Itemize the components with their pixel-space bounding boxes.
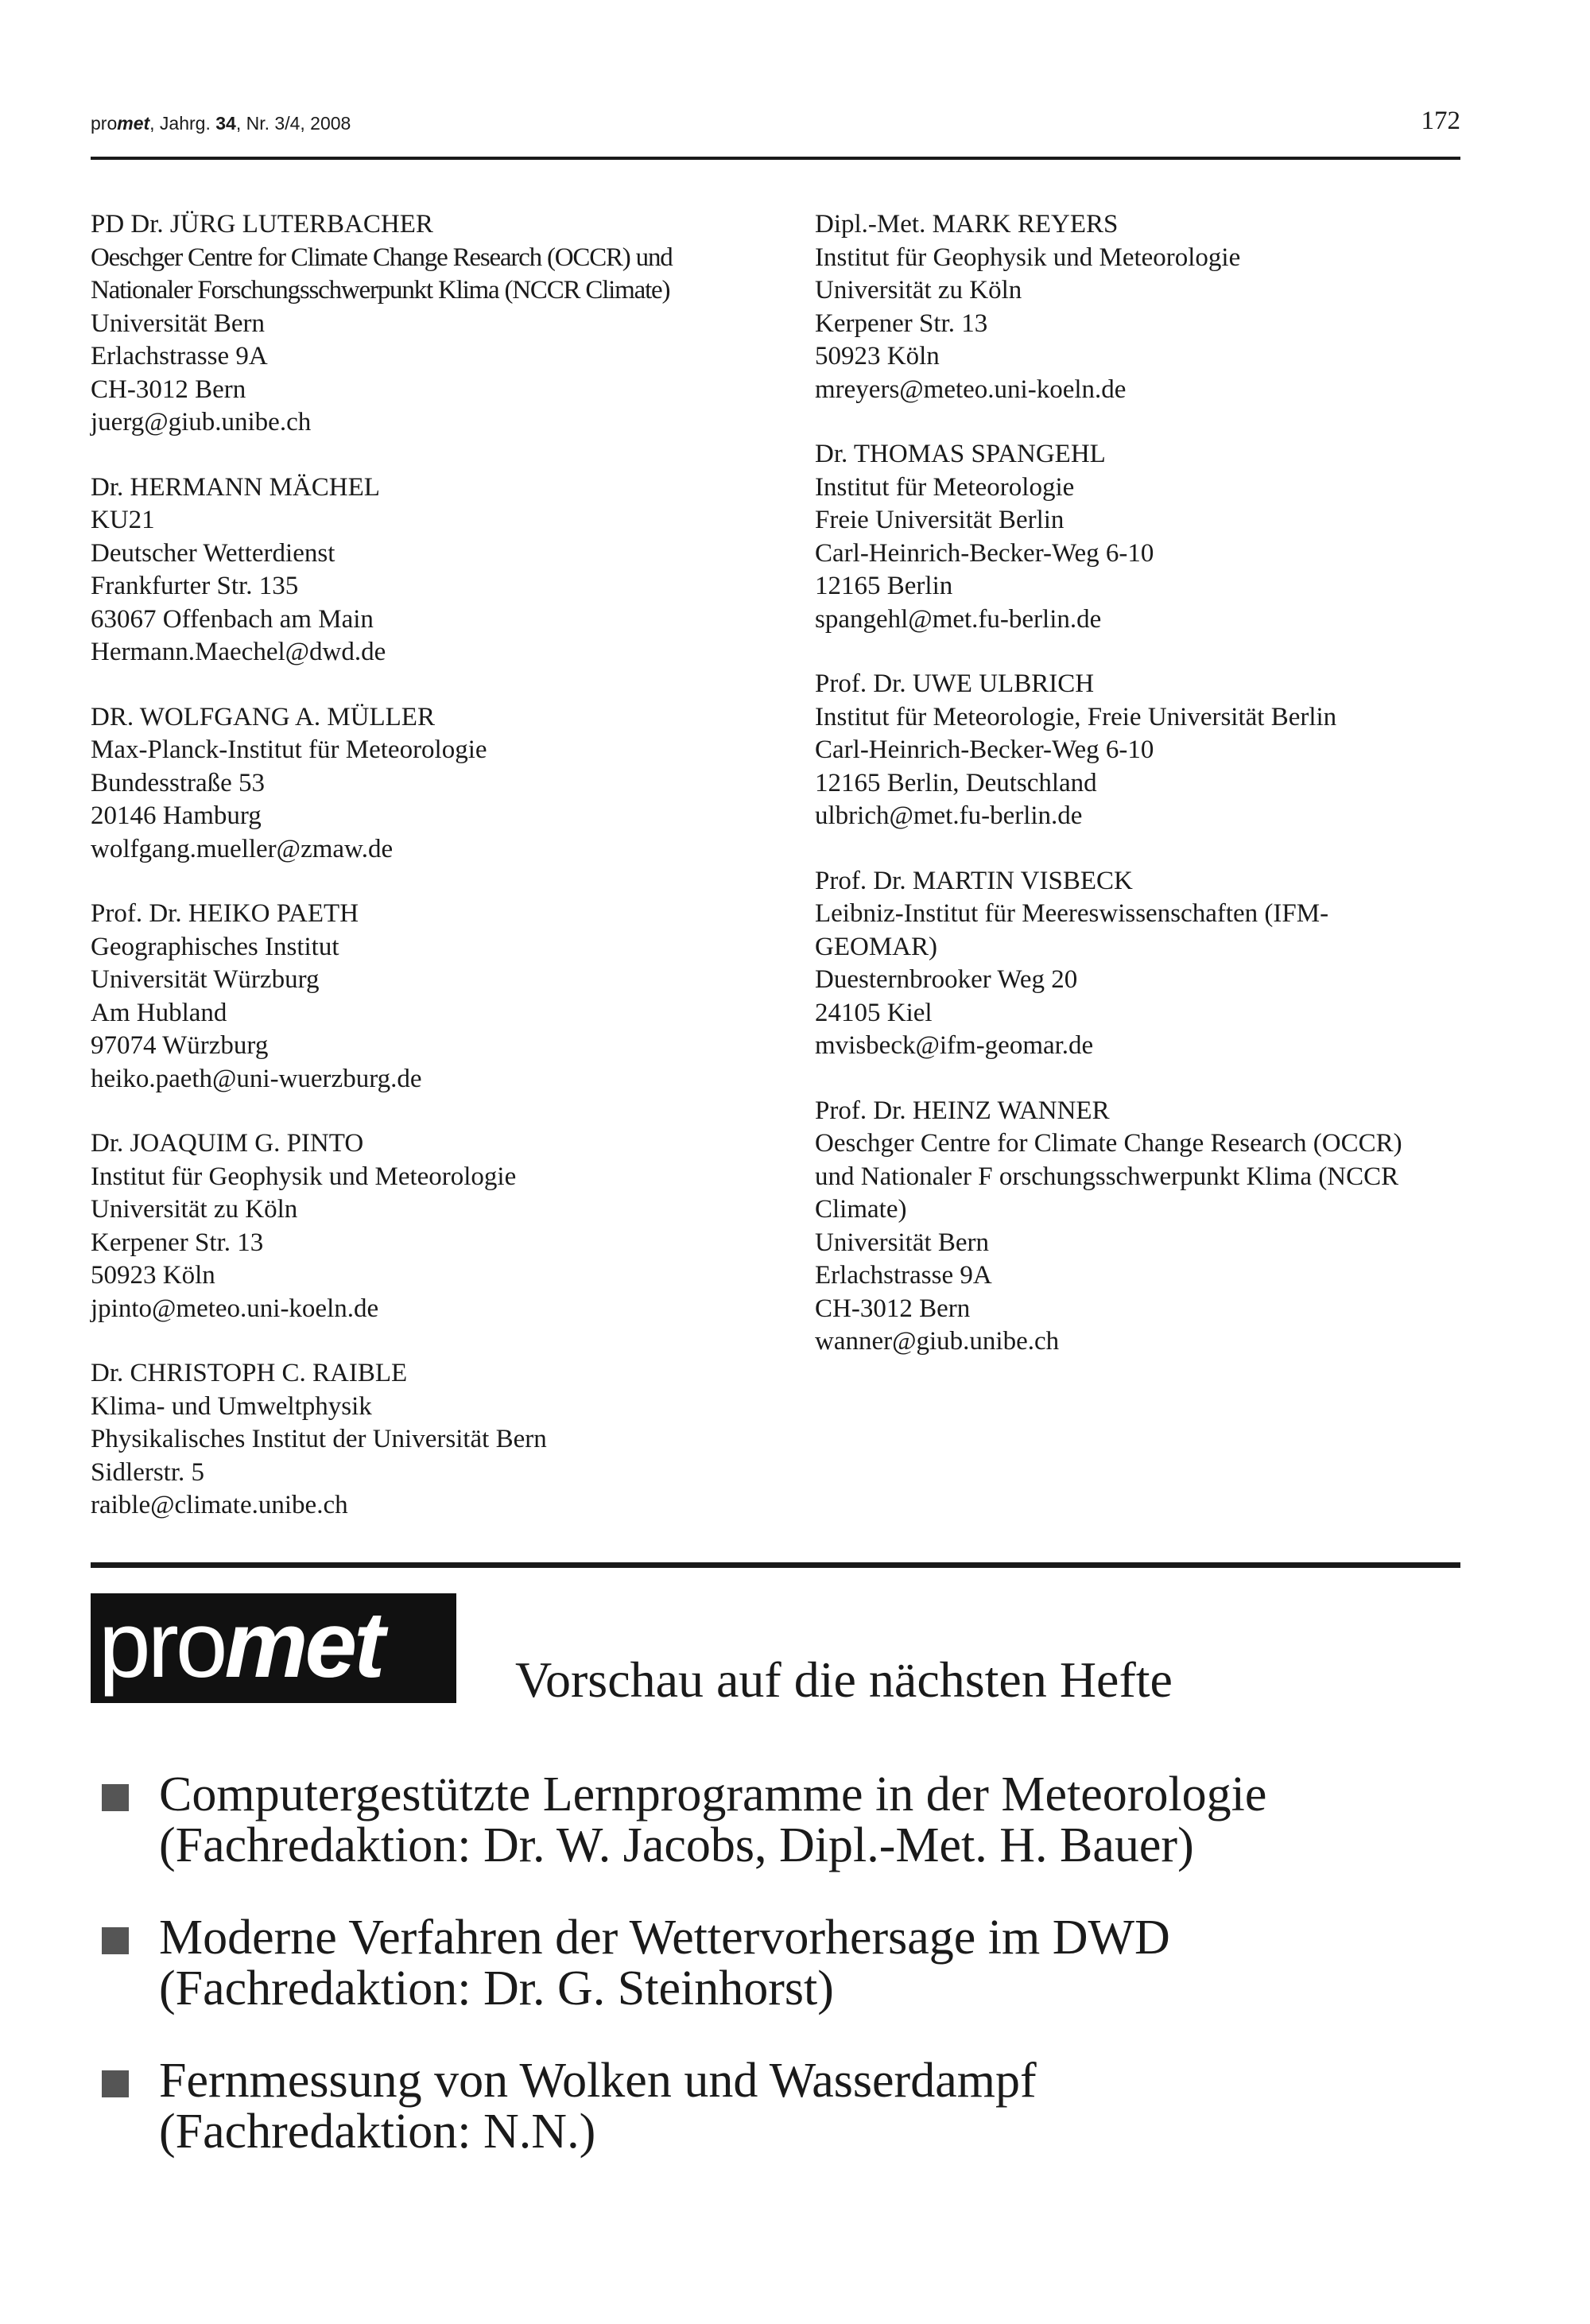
journal-issue: , Nr. 3/4, 2008 [235,113,351,134]
author-name: Prof. Dr. MARTIN VISBECK [815,866,1133,895]
author-name: Prof. Dr. UWE ULBRICH [815,669,1095,698]
preview-editors: (Fachredaktion: N.N.) [159,2105,596,2159]
author-affiliation: Nationaler Forschungsschwerpunkt Klima (NCCR Climate) [91,276,670,305]
author-email: heiko.paeth@uni-wuerzburg.de [91,1064,422,1093]
author-institution: Leibniz-Institut für Meereswissenschaften (IFM- [815,899,1329,928]
author-street: Carl-Heinrich-Becker-Weg 6-10 [815,538,1154,568]
author-city: 12165 Berlin [815,572,953,600]
page-header [91,107,1460,138]
author-name: PD Dr. JÜRG LUTERBACHER [91,210,433,239]
author-department: Institut für Geophysik und Meteorologie [815,242,1241,272]
author-street: Frankfurter Str. 135 [91,572,299,600]
author-institution: Universität zu Köln [91,1195,298,1224]
author-department: Institut für Meteorologie [815,472,1075,502]
author-institution: Universität zu Köln [815,276,1022,305]
author-entry [91,471,790,669]
author-affiliation: und Nationaler F orschungsschwerpunkt Klima (NCCR [815,1162,1399,1191]
author-affiliation: Climate) [815,1195,907,1224]
author-institution: Universität Bern [91,308,266,338]
author-entry [815,208,1475,406]
preview-item [102,1769,1469,1871]
author-street: Erlachstrasse 9A [815,1261,992,1290]
author-email: juerg@giub.unibe.ch [91,408,312,436]
square-bullet-icon [102,1927,129,1954]
author-street: Sidlerstr. 5 [91,1457,205,1487]
preview-title: Vorschau auf die nächsten Hefte [515,1651,1173,1708]
author-entry [815,438,1475,636]
author-city: 97074 Würzburg [91,1031,269,1060]
preview-topic: Fernmessung von Wolken und Wasserdampf [159,2054,1037,2108]
author-entry [815,865,1475,1063]
author-email: wanner@giub.unibe.ch [815,1327,1060,1356]
author-affiliation: Oeschger Centre for Climate Change Research (OCCR) [815,1129,1402,1158]
author-street: Duesternbrooker Weg 20 [815,965,1078,994]
promet-logo [91,1593,456,1703]
author-street: Kerpener Str. 13 [91,1228,264,1257]
preview-item [102,1912,1469,2014]
preview-topic: Computergestützte Lernprogramme in der Meteorologie [159,1767,1267,1822]
author-department: Institut für Geophysik und Meteorologie [91,1162,517,1191]
author-street: Kerpener Str. 13 [815,308,988,338]
author-email: mvisbeck@ifm-geomar.de [815,1031,1094,1060]
author-city: CH-3012 Bern [91,374,246,404]
author-entry [91,208,790,440]
author-city: 50923 Köln [815,342,940,371]
page-number: 172 [1421,107,1460,135]
author-street: Erlachstrasse 9A [91,342,268,371]
author-entry [91,701,790,867]
author-institution: Physikalisches Institut der Universität Bern [91,1425,547,1453]
author-email: mreyers@meteo.uni-koeln.de [815,374,1127,404]
author-institution: Max-Planck-Institut für Meteorologie [91,735,487,764]
author-institution: Institut für Meteorologie, Freie Universität Berlin [815,702,1337,731]
preview-editors: (Fachredaktion: Dr. W. Jacobs, Dipl.-Met. H. Bauer) [159,1818,1194,1872]
author-email: raible@climate.unibe.ch [91,1491,348,1519]
author-city: CH-3012 Bern [815,1294,971,1323]
logo-pro: pro [99,1593,225,1697]
section-divider [91,1562,1460,1568]
author-entry [91,1357,790,1523]
author-name: Dr. HERMANN MÄCHEL [91,472,380,502]
author-city: 50923 Köln [91,1261,215,1290]
author-email: spangehl@met.fu-berlin.de [815,604,1102,634]
journal-citation [91,113,351,134]
author-institution: Deutscher Wetterdienst [91,538,335,568]
author-street: Bundesstraße 53 [91,768,266,797]
preview-list [102,1769,1469,2198]
square-bullet-icon [102,1784,129,1811]
author-entry [91,898,790,1096]
author-city: 20146 Hamburg [91,801,262,830]
author-name: Dr. CHRISTOPH C. RAIBLE [91,1359,408,1387]
author-department: Geographisches Institut [91,932,339,961]
journal-prefix: , Jahrg. [149,113,216,134]
author-email: Hermann.Maechel@dwd.de [91,638,386,666]
header-divider [91,157,1460,160]
author-email: ulbrich@met.fu-berlin.de [815,801,1083,830]
author-department: Klima- und Umweltphysik [91,1391,372,1421]
author-department: KU21 [91,506,155,534]
author-institution-cont: GEOMAR) [815,932,937,961]
journal-brand-emphasis: met [117,113,150,134]
author-list-right [815,208,1475,1391]
author-city: 63067 Offenbach am Main [91,604,374,634]
journal-brand-prefix: pro [91,113,118,134]
author-affiliation: Oeschger Centre for Climate Change Research (OCCR) und [91,242,673,272]
square-bullet-icon [102,2070,129,2097]
preview-editors: (Fachredaktion: Dr. G. Steinhorst) [159,1961,834,2016]
author-name: DR. WOLFGANG A. MÜLLER [91,702,435,731]
author-list-left [91,208,790,1554]
author-entry [815,668,1475,833]
author-city: 24105 Kiel [815,998,933,1027]
author-email: jpinto@meteo.uni-koeln.de [91,1294,379,1323]
author-email: wolfgang.mueller@zmaw.de [91,834,394,863]
author-city: 12165 Berlin, Deutschland [815,768,1097,797]
author-institution: Universität Bern [815,1228,990,1257]
preview-item [102,2055,1469,2157]
author-name: Dr. JOAQUIM G. PINTO [91,1129,364,1158]
logo-met: met [224,1593,382,1697]
author-institution: Freie Universität Berlin [815,506,1065,534]
logo-wordmark [99,1593,382,1697]
author-name: Dr. THOMAS SPANGEHL [815,440,1106,468]
author-name: Prof. Dr. HEINZ WANNER [815,1096,1110,1125]
author-name: Dipl.-Met. MARK REYERS [815,210,1119,239]
author-entry [815,1095,1475,1359]
preview-topic: Moderne Verfahren der Wettervorhersage im DWD [159,1911,1170,1965]
author-street: Carl-Heinrich-Becker-Weg 6-10 [815,735,1154,764]
author-name: Prof. Dr. HEIKO PAETH [91,899,359,928]
author-institution: Universität Würzburg [91,965,320,994]
author-entry [91,1127,790,1325]
journal-volume: 34 [215,113,236,134]
author-street: Am Hubland [91,998,227,1027]
